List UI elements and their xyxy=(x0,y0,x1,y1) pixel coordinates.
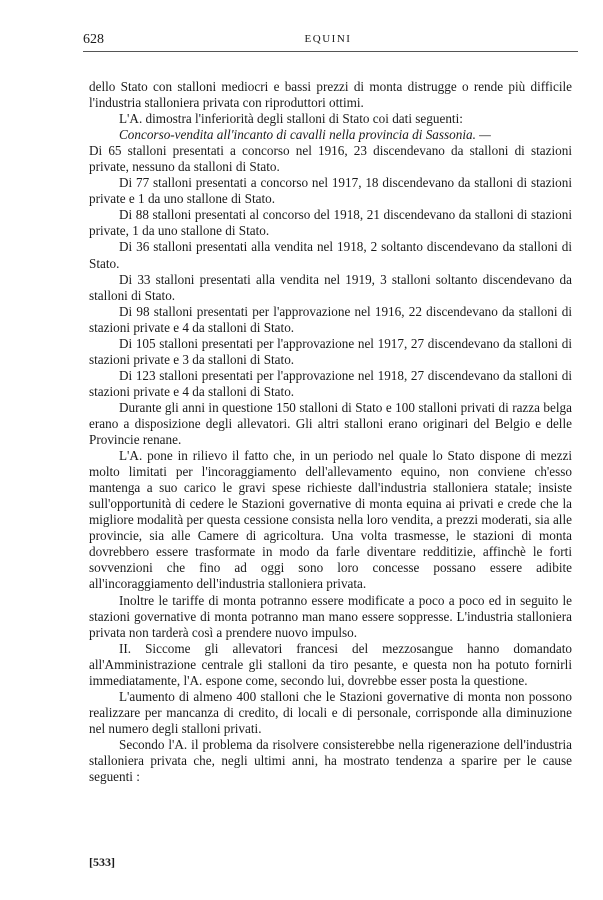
paragraph-data-1917-concorso: Di 77 stalloni presentati a concorso nel 1917, 18 discendevano da stalloni di stazioni private e 1 da uno stallone di Stato. xyxy=(89,175,572,207)
page-number: 628 xyxy=(83,32,104,47)
paragraph-durante: Durante gli anni in questione 150 stalloni di Stato e 100 stalloni privati di razza belga erano a disposizione degli allevatori. Gli altri stalloni erano originari del Belgio e delle Provincie renane. xyxy=(89,399,572,448)
paragraph-intro: L'A. dimostra l'inferiorità degli stalloni di Stato coi dati seguenti: xyxy=(119,111,463,127)
paragraph-secondo: Secondo l'A. il problema da risolvere consisterebbe nella rigenerazione dell'industria stalloniera privata che, negli ultimi anni, ha mostrato tendenza a sparire per le cause seguenti : xyxy=(89,736,572,785)
paragraph-data-1919-vendita: Di 33 stalloni presentati alla vendita nel 1919, 3 stalloni soltanto discendevano da stalloni di Stato. xyxy=(89,271,572,303)
paragraph-aumento: L'aumento di almeno 400 stalloni che le Stazioni governative di monta non possono realizzare per mancanza di credito, di locali e di personale, corrisponde alla diminuzione nel numero degli stalloni privati. xyxy=(89,688,572,736)
body-text xyxy=(89,79,572,785)
paragraph-rilievo: L'A. pone in rilievo il fatto che, in un periodo nel quale lo Stato dispone di mezzi molto limitati per l'incoraggiamento dell'allevamento equino, non conviene ch'esso mantenga a suo carico le gravi spese richieste dall'industria stalloniera statale; insiste sull'opportunità di cedere le Stazioni governative di monta equina ai privati e crede che la migliore modalità per questa cessione consista nella loro vendita, a prezzi moderati, sia alle provincie, sia alle Camere di agricoltura. Una volta trasmesse, le stazioni di monta dovrebbero essere trasformate in modo da farle diventare redditizie, affinchè le forti sovvenzioni che fino ad oggi sono loro concesse possano essere adibite all'incoraggiamento dell'industria stalloniera privata. xyxy=(89,448,572,592)
header-rule xyxy=(83,51,578,52)
paragraph-continuation: dello Stato con stalloni mediocri e bassi prezzi di monta distrugge o rende più difficile l'industria stalloniera privata con riproduttori ottimi. xyxy=(89,79,572,111)
paragraph-section-ii: II. Siccome gli allevatori francesi del mezzosangue hanno domandato all'Amministrazione centrale gli stalloni da tiro pesante, e questa non ha potuto fornirli immediatamente, l'A. espone come, secondo lui, dovrebbe esser posta la questione. xyxy=(89,640,572,688)
paragraph-tariffe: Inoltre le tariffe di monta potranno essere modificate a poco a poco ed in seguito le stazioni governative di monta potranno man mano essere soppresse. L'industria stalloniera privata non tarderà così a prendere nuovo impulso. xyxy=(89,592,572,640)
footer-marker: [533] xyxy=(89,855,115,869)
paragraph-data-1918-vendita: Di 36 stalloni presentati alla vendita nel 1918, 2 soltanto discendevano da stalloni di Stato. xyxy=(89,239,572,271)
paragraph-data-1916-concorso: Di 65 stalloni presentati a concorso nel 1916, 23 discendevano da stalloni di stazioni private, nessuno da stalloni di Stato. xyxy=(89,143,572,175)
paragraph-data-1916-approvazione: Di 98 stalloni presentati per l'approvazione nel 1916, 22 discendevano da stalloni di stazioni private e 4 da stalloni di Stato. xyxy=(89,303,572,335)
paragraph-data-1917-approvazione: Di 105 stalloni presentati per l'approvazione nel 1917, 27 discendevano da stalloni di stazioni private e 3 da stalloni di Stato. xyxy=(89,335,572,367)
paragraph-data-1918-approvazione: Di 123 stalloni presentati per l'approvazione nel 1918, 27 discendevano da stalloni di stazioni private e 4 da stalloni di Stato. xyxy=(89,367,572,399)
page-header xyxy=(83,30,573,50)
paragraph-data-1918-concorso: Di 88 stalloni presentati al concorso del 1918, 21 discendevano da stalloni di stazioni private, 1 da uno stallone di Stato. xyxy=(89,207,572,239)
running-title: EQUINI xyxy=(304,33,352,45)
section-heading: Concorso-vendita all'incanto di cavalli nella provincia di Sassonia. — xyxy=(119,127,491,143)
